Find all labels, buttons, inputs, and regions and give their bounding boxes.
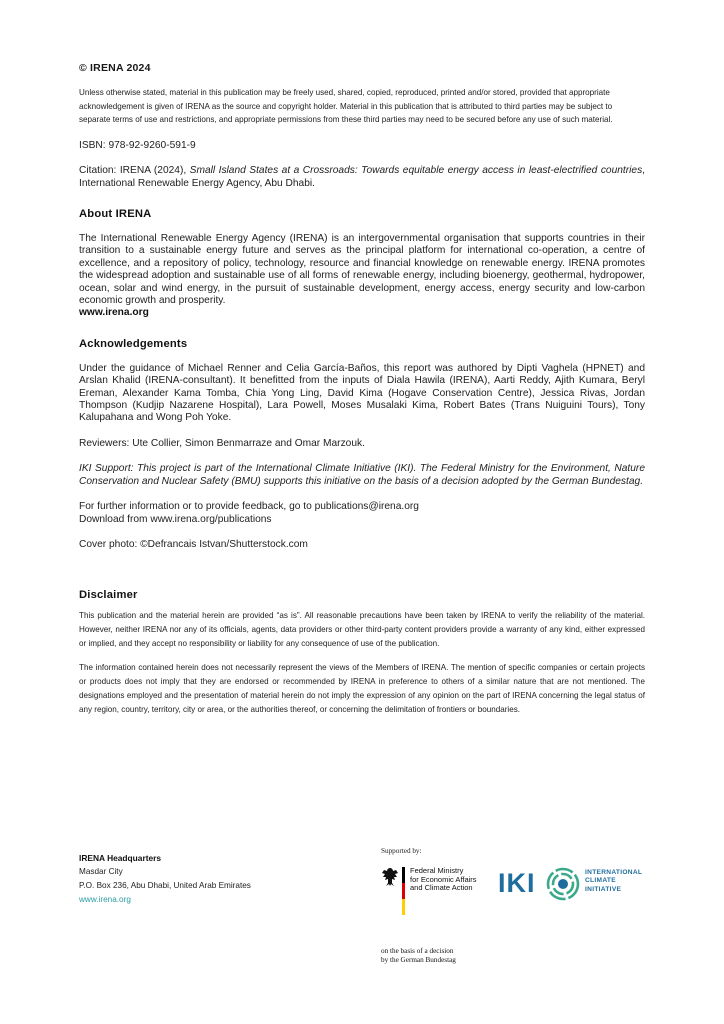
iki-support-text: IKI Support: This project is part of the International Climate Initiative (IKI). The Federal Ministry for the Environment, Nature Conservation and Nuclear Safety (BMU) supports this initiative on the basis of a decision adopted by the German Bundestag. [79,463,645,487]
hq-title: IRENA Headquarters [79,853,162,863]
usage-notice: Unless otherwise stated, material in this publication may be freely used, shared, copied, reproduced, printed and/or stored, provided that appropriate acknowledgement is given of IRENA as the source and copyright holder. Material in this publication that is attributed to third parties may be subject to separate terms of use and restrictions, and appropriate permissions from these third parties may need to be secured before any use of such material. [79,88,613,125]
reviewers: Reviewers: Ute Collier, Simon Benmarraze and Omar Marzouk. [79,437,365,449]
document-page [79,62,645,717]
about-heading: About IRENA [79,208,152,220]
german-flag-stripe [402,867,405,915]
flag-gold [402,899,405,915]
iki-line-1: INTERNATIONAL [585,869,643,876]
about-text: The International Renewable Energy Agency (IRENA) is an intergovernmental organisation that supports countries in their transition to a sustainable energy future and serves as the principal platform for international co-operation, a centre of excellence, and a repository of policy, technology, resource and financial knowledge on renewable energy. IRENA promotes the widespread adoption and sustainable use of all forms of renewable energy, including bioenergy, geothermal, hydropower, ocean, solar and wind energy, in the pursuit of sustainable development, energy access, energy security and low-carbon economic growth and prosperity. [79,233,645,307]
iki-target-icon [546,867,580,901]
hq-city: Masdar City [79,867,123,876]
flag-black [402,867,405,883]
copyright-notice: © IRENA 2024 [79,62,151,74]
headquarters-block [79,851,339,907]
acknowledgements-text: Under the guidance of Michael Renner and Celia García-Baños, this report was authored by Dipti Vaghela (HPNET) and Arslan Khalid (IRENA-consultant). It benefitted from the inputs of Diala Hawila (IRENA), Aarti Reddy, Ajith Kumara, Beryl Ereman, Alexander Kama Tomba, Chia Yong Ling, David Kima (Hogave Conservation Centre), Jessica Rivas, Jordan Thompson (Kudjip Nazarene Hospital), Lara Powell, Moses Musalaki Kima, Robert Bates (Trans Nuiguini Tours), Tony Kalupahana and Wong Poh Yoke. [79,362,645,424]
citation [79,165,645,190]
iki-fullname [585,869,642,894]
citation-title: Small Island States at a Crossroads: Towards equitable energy access in least-electrified countries [189,165,643,177]
supporters-block [381,847,671,964]
bmwk-logo [381,866,491,964]
ministry-line-3: and Climate Action [410,883,473,892]
download-line: Download from www.irena.org/publications [79,513,272,525]
iki-line-3: INITIATIVE [585,885,622,893]
bundestag-line-1: on the basis of a decision [381,947,454,955]
hq-address: P.O. Box 236, Abu Dhabi, United Arab Emirates [79,881,251,890]
isbn: ISBN: 978-92-9260-591-9 [79,139,196,151]
about-website-link[interactable]: www.irena.org [79,307,149,319]
citation-prefix: Citation: IRENA (2024), [79,165,190,177]
feedback-line: For further information or to provide feedback, go to publications@irena.org [79,501,419,513]
cover-photo-credit: Cover photo: ©Defrancais Istvan/Shutterstock.com [79,538,308,550]
flag-red [402,883,405,899]
disclaimer-heading: Disclaimer [79,589,138,602]
ministry-line-2: for Economic Affairs [410,874,477,884]
bundestag-line-2: by the German Bundestag [381,956,456,964]
citation-suffix: , International Renewable Energy Agency, Abu Dhabi. [79,165,646,189]
ministry-name [410,867,477,893]
bundestag-note [381,947,456,965]
iki-line-2: CLIMATE [585,877,616,885]
supported-by-label: Supported by: [381,847,422,855]
hq-website-link[interactable]: www.irena.org [79,895,131,904]
disclaimer-paragraph-2: The information contained herein does not necessarily represent the views of the Members of IRENA. The mention of specific companies or certain projects or products does not imply that they are endorsed or recommended by IRENA in preference to others of a similar nature that are not mentioned. The designations employed and the presentation of material herein do not imply the expression of any opinion on the part of IRENA concerning the legal status of any region, country, territory, city or area, or the authorities thereof, or concerning the delimitation of frontiers or boundaries. [79,663,645,714]
iki-support [79,463,645,488]
disclaimer-paragraph-1: This publication and the material herein are provided “as is”. All reasonable precautions have been taken by IRENA to verify the reliability of the material. However, neither IRENA nor any of its officials, agents, data providers or other third-party content providers provide a warranty of any kind, either expressed or implied, and they accept no responsibility or liability for any consequence of use of the publication. [79,611,645,649]
federal-eagle-icon [381,867,399,887]
iki-logo [498,867,668,907]
ministry-line-1: Federal Ministry [410,866,464,875]
iki-wordmark: IKI [498,868,536,898]
acknowledgements-heading: Acknowledgements [79,337,188,350]
